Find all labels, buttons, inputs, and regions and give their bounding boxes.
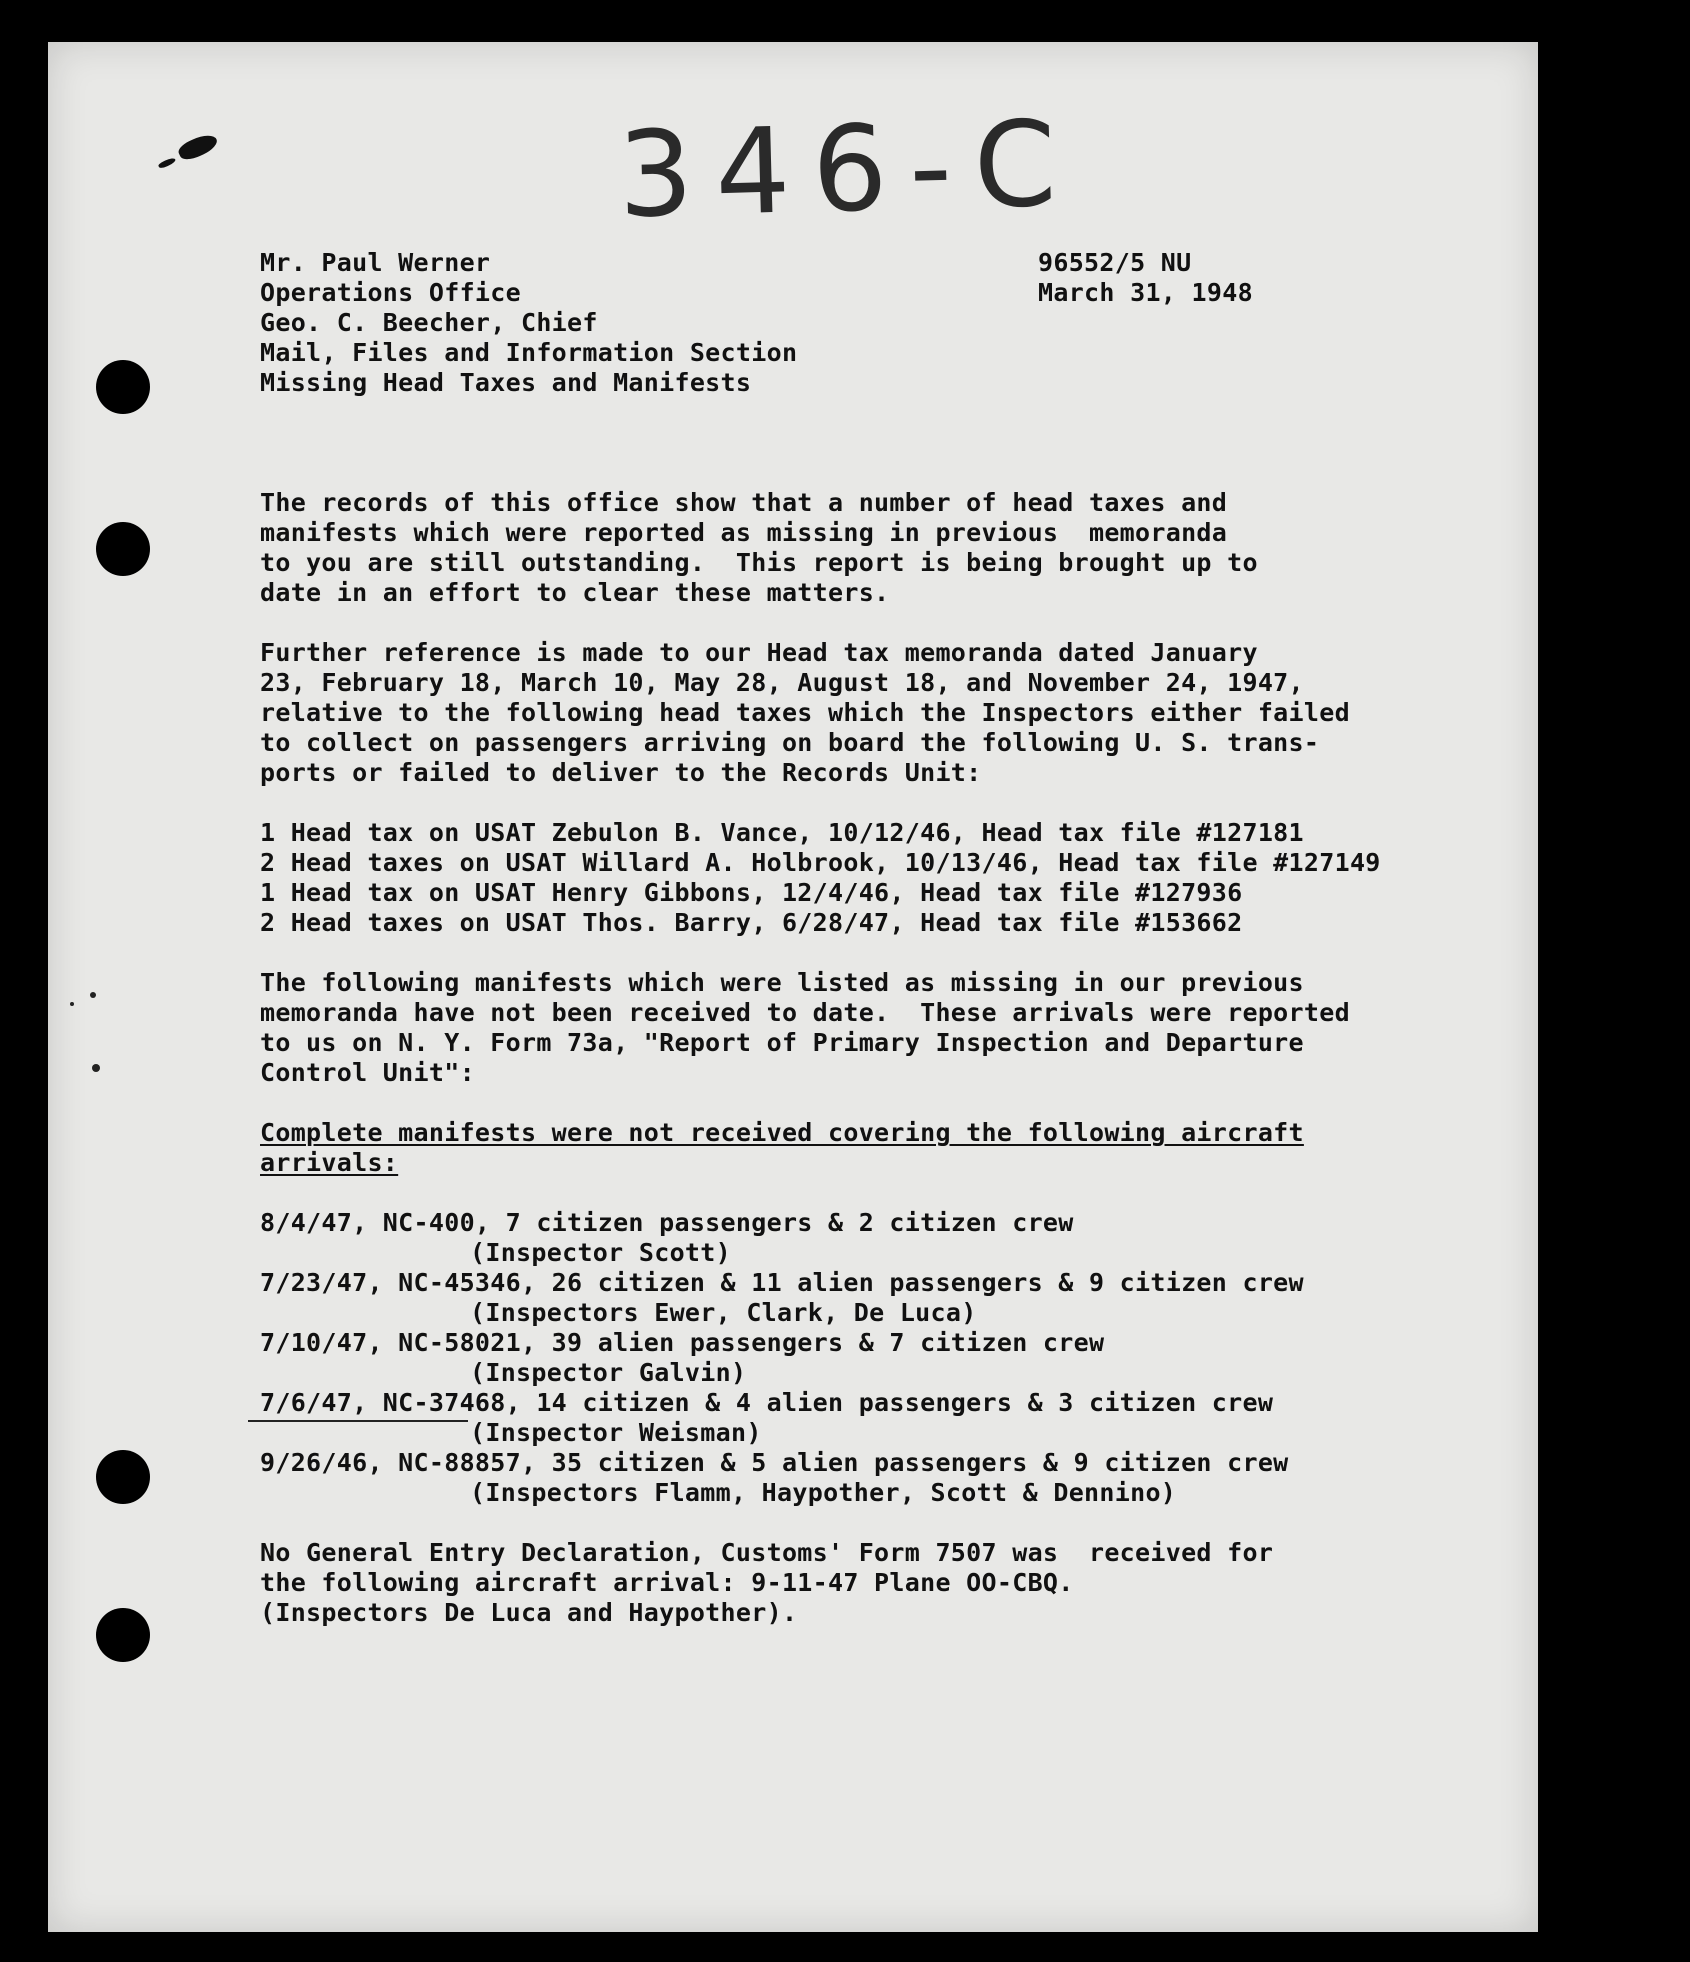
arrival-line: 7/10/47, NC-58021, 39 alien passengers & 7 citizen crew [260,1328,1105,1357]
arrival-inspectors: (Inspectors Ewer, Clark, De Luca) [470,1298,977,1327]
file-reference: 96552/5 NU [1038,248,1192,277]
addressee-line: Geo. C. Beecher, Chief [260,308,598,337]
head-tax-item: 1 Head tax on USAT Zebulon B. Vance, 10/12/46, Head tax file #127181 [260,818,1304,847]
punch-hole [96,1450,150,1504]
arrival-line: 7/6/47, NC-37468, 14 citizen & 4 alien passengers & 3 citizen crew [260,1388,1274,1417]
handwritten-file-number: 346-C [616,94,1080,244]
paragraph-line: 23, February 18, March 10, May 28, August 18, and November 24, 1947, [260,668,1304,697]
arrival-line: 7/23/47, NC-45346, 26 citizen & 11 alien passengers & 9 citizen crew [260,1268,1304,1297]
paragraph-line: to you are still outstanding. This report is being brought up to [260,548,1258,577]
punch-hole [96,1608,150,1662]
head-tax-item: 1 Head tax on USAT Henry Gibbons, 12/4/46, Head tax file #127936 [260,878,1243,907]
paragraph-line: Control Unit": [260,1058,475,1087]
punch-hole [96,522,150,576]
heading-line: arrivals: [260,1148,399,1177]
head-tax-item: 2 Head taxes on USAT Thos. Barry, 6/28/47, Head tax file #153662 [260,908,1243,937]
paragraph-line: No General Entry Declaration, Customs' Form 7507 was received for [260,1538,1274,1567]
speck [90,992,96,998]
paragraph-line: to us on N. Y. Form 73a, "Report of Primary Inspection and Departure [260,1028,1304,1057]
punch-hole [96,360,150,414]
arrival-inspectors: (Inspectors Flamm, Haypother, Scott & Dennino) [470,1478,1177,1507]
paragraph-line: relative to the following head taxes which the Inspectors either failed [260,698,1350,727]
subject-line: Missing Head Taxes and Manifests [260,368,752,397]
speck [92,1064,100,1072]
paragraph-line: memoranda have not been received to date. These arrivals were reported [260,998,1350,1027]
paragraph-line: date in an effort to clear these matters. [260,578,890,607]
head-tax-item: 2 Head taxes on USAT Willard A. Holbrook, 10/13/46, Head tax file #127149 [260,848,1381,877]
paragraph-line: (Inspectors De Luca and Haypother). [260,1598,798,1627]
memo-date: March 31, 1948 [1038,278,1253,307]
speck [70,1002,74,1006]
heading-line: Complete manifests were not received covering the following aircraft [260,1118,1304,1147]
paragraph-line: to collect on passengers arriving on board the following U. S. trans- [260,728,1320,757]
arrival-line: 8/4/47, NC-400, 7 citizen passengers & 2 citizen crew [260,1208,1074,1237]
addressee-line: Mail, Files and Information Section [260,338,798,367]
document-page [48,42,1538,1932]
arrival-line: 9/26/46, NC-88857, 35 citizen & 5 alien passengers & 9 citizen crew [260,1448,1289,1477]
arrival-inspectors: (Inspector Galvin) [470,1358,747,1387]
paragraph-line: The following manifests which were listed as missing in our previous [260,968,1304,997]
pencil-underline [248,1420,468,1422]
ink-mark [176,130,220,163]
paragraph-line: manifests which were reported as missing in previous memoranda [260,518,1228,547]
arrival-inspectors: (Inspector Weisman) [470,1418,762,1447]
paragraph-line: ports or failed to deliver to the Records Unit: [260,758,982,787]
addressee-line: Operations Office [260,278,521,307]
paragraph-line: the following aircraft arrival: 9-11-47 Plane OO-CBQ. [260,1568,1074,1597]
arrival-inspectors: (Inspector Scott) [470,1238,731,1267]
ink-mark [158,156,177,169]
paragraph-line: Further reference is made to our Head tax memoranda dated January [260,638,1258,667]
addressee-line: Mr. Paul Werner [260,248,491,277]
paragraph-line: The records of this office show that a number of head taxes and [260,488,1228,517]
